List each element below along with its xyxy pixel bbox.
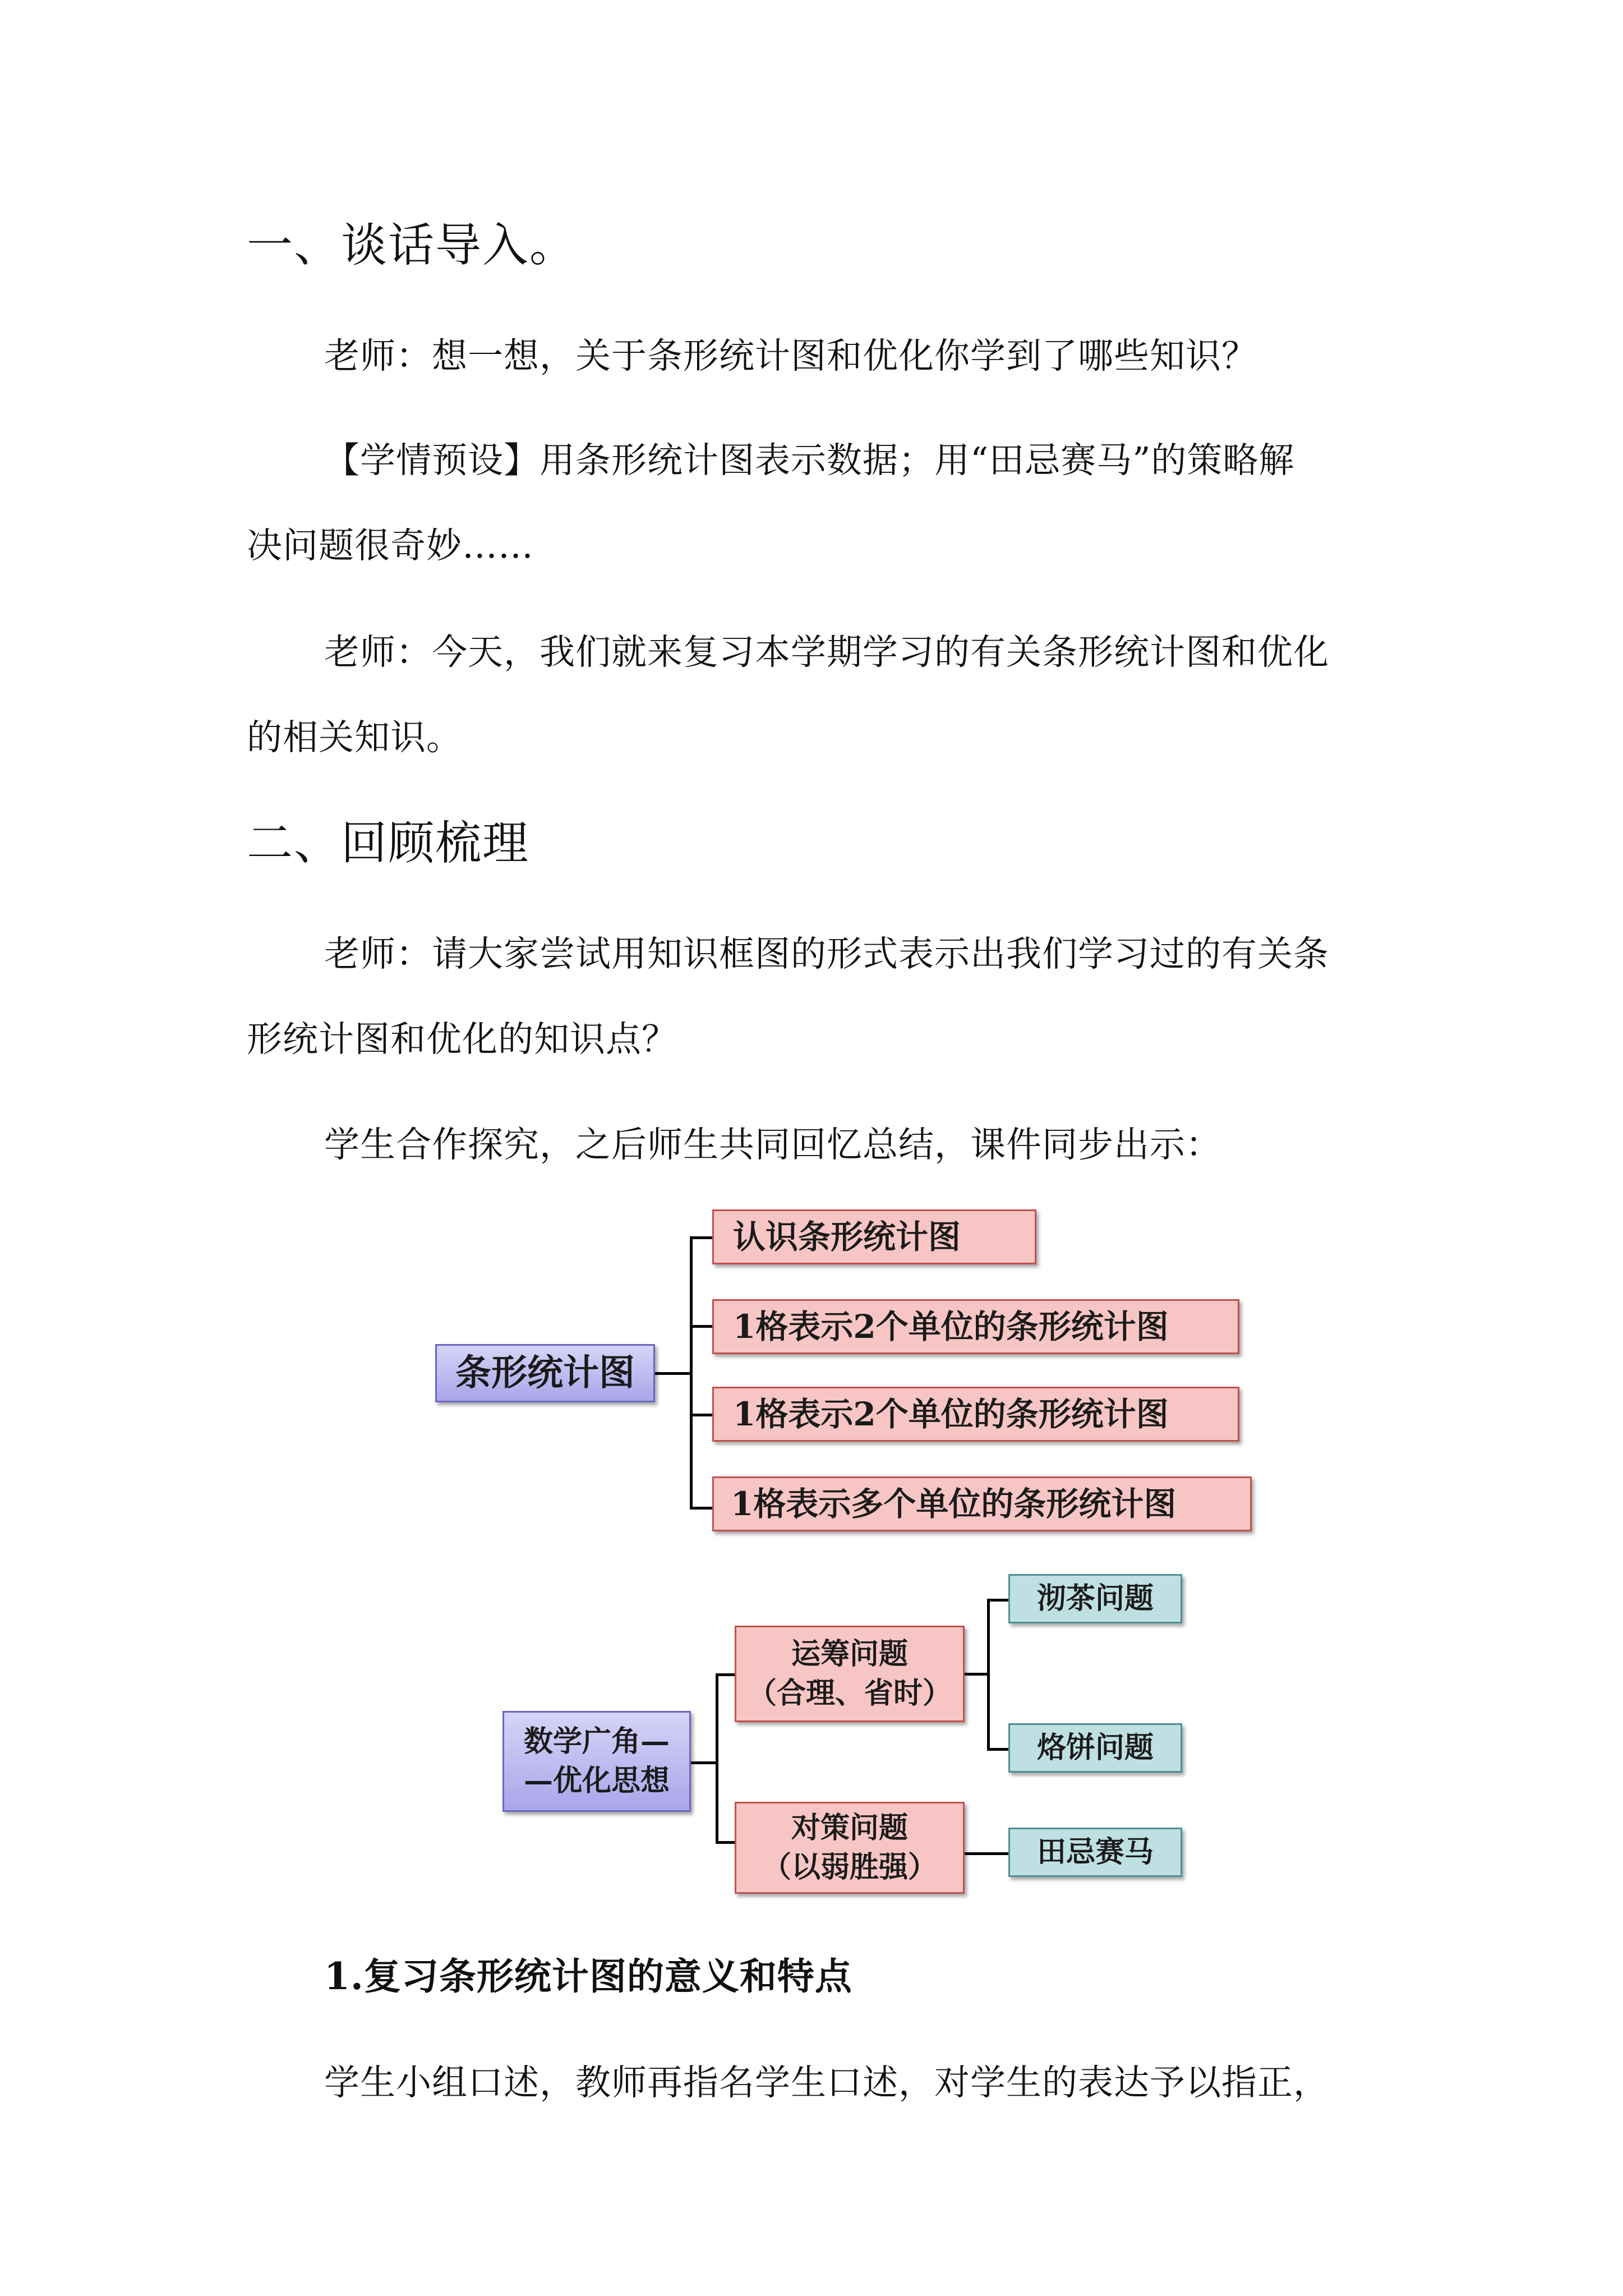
node-pancake-problem: 烙饼问题 <box>1008 1723 1182 1773</box>
branch1-line-1: 运筹问题 <box>791 1636 908 1671</box>
node-one-cell-many-units: 1格表示多个单位的条形统计图 <box>712 1476 1252 1531</box>
connector <box>716 1673 718 1844</box>
paragraph-cooperation: 学生合作探究，之后师生共同回忆总结，课件同步出示： <box>324 1124 1221 1165</box>
node-operations-problem <box>735 1626 965 1722</box>
paragraph-task-line1: 老师：请大家尝试用知识框图的形式表示出我们学习过的有关条 <box>324 933 1329 974</box>
paragraph-task-line2: 形统计图和优化的知识点？ <box>247 1019 677 1060</box>
connector <box>965 1852 1011 1855</box>
paragraph-teacher-question: 老师：想一想，关于条形统计图和优化你学到了哪些知识？ <box>324 335 1257 376</box>
section-heading-1: 一、谈话导入。 <box>247 219 577 272</box>
subsection-heading-1: 1.复习条形统计图的意义和特点 <box>324 1954 852 1998</box>
paragraph-preset-line2: 决问题很奇妙…… <box>247 525 534 566</box>
paragraph-today-line2: 的相关知识。 <box>247 717 462 758</box>
section-heading-2: 二、回顾梳理 <box>247 817 530 870</box>
connector <box>655 1372 691 1375</box>
node-math-corner-root <box>502 1711 691 1812</box>
connector <box>965 1673 988 1676</box>
connector <box>987 1599 990 1750</box>
root-line-1: 数学广角— <box>523 1724 670 1759</box>
connector <box>987 1599 1009 1602</box>
paragraph-group-recite: 学生小组口述，教师再指名学生口述，对学生的表达予以指正， <box>324 2062 1329 2103</box>
root-line-2: —优化思想 <box>523 1764 670 1798</box>
connector <box>716 1841 736 1844</box>
connector <box>690 1414 713 1416</box>
paragraph-today-line1: 老师：今天，我们就来复习本学期学习的有关条形统计图和优化 <box>324 632 1329 673</box>
connector <box>690 1236 713 1239</box>
node-bar-chart-root: 条形统计图 <box>435 1344 655 1402</box>
node-tianji-horse-racing: 田忌赛马 <box>1008 1828 1182 1877</box>
branch1-line-2: （合理、省时） <box>747 1676 952 1710</box>
connector <box>716 1673 736 1676</box>
branch2-line-2: （以弱胜强） <box>762 1850 937 1884</box>
connector <box>690 1507 713 1510</box>
node-tea-problem: 沏茶问题 <box>1008 1574 1182 1623</box>
connector <box>690 1325 713 1328</box>
node-strategy-problem <box>735 1802 965 1894</box>
branch2-line-1: 对策问题 <box>791 1810 908 1845</box>
connector <box>690 1236 693 1509</box>
node-one-cell-two-units: 1格表示2个单位的条形统计图 <box>712 1299 1239 1354</box>
node-recognize-bar-chart: 认识条形统计图 <box>712 1209 1036 1264</box>
node-one-cell-two-units-repeat: 1格表示2个单位的条形统计图 <box>712 1387 1239 1442</box>
connector <box>691 1761 717 1764</box>
connector <box>987 1748 1009 1751</box>
paragraph-preset-line1: 【学情预设】用条形统计图表示数据；用“田忌赛马”的策略解 <box>324 440 1295 481</box>
